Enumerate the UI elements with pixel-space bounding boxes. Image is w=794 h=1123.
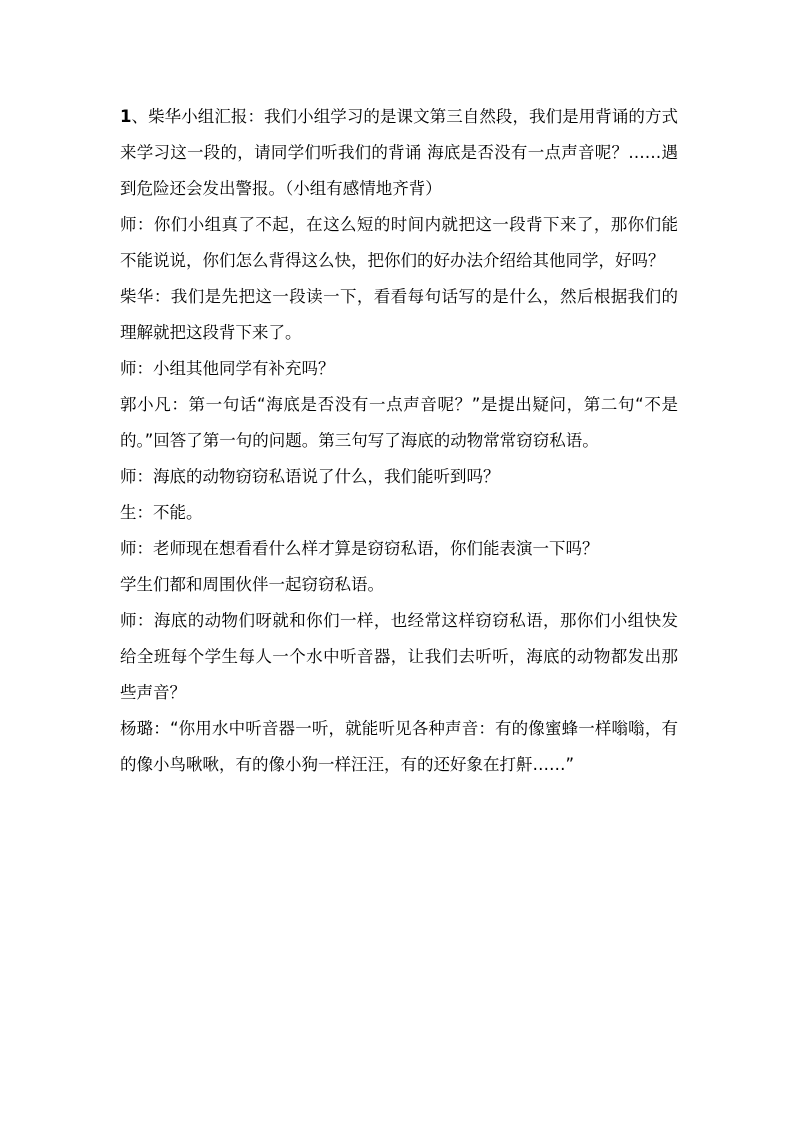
document-body xyxy=(120,99,678,783)
paragraph-11: 杨璐：“你用水中听音器一听，就能听见各种声音：有的像蜜蜂一样嗡嗡，有的像小鸟啾啾，有的像小狗一样汪汪，有的还好象在打鼾……” xyxy=(120,719,678,774)
paragraph-8: 师：老师现在想看看什么样才算是窃窃私语，你们能表演一下吗？ xyxy=(120,539,599,558)
paragraph-1 xyxy=(120,99,678,207)
paragraph-9: 学生们都和周围伙伴一起窃窃私语。 xyxy=(120,575,384,594)
paragraph-4: 师：小组其他同学有补充吗？ xyxy=(120,359,335,378)
paragraph-1-number: 1 xyxy=(120,107,132,126)
paragraph-7: 生：不能。 xyxy=(120,503,203,522)
paragraph-5: 郭小凡：第一句话“海底是否没有一点声音呢？”是提出疑问，第二句“不是的。”回答了第一句的问题。第三句写了海底的动物常常窃窃私语。 xyxy=(120,395,678,450)
paragraph-1-text: 、柴华小组汇报：我们小组学习的是课文第三自然段，我们是用背诵的方式来学习这一段的，请同学们听我们的背诵 海底是否没有一点声音呢？……遇到危险还会发出警报。（小组有感情地齐背） xyxy=(120,107,678,198)
paragraph-2: 师：你们小组真了不起，在这么短的时间内就把这一段背下来了，那你们能不能说说，你们怎么背得这么快，把你们的好办法介绍给其他同学，好吗？ xyxy=(120,215,678,270)
paragraph-6: 师：海底的动物窃窃私语说了什么，我们能听到吗？ xyxy=(120,467,500,486)
paragraph-10: 师：海底的动物们呀就和你们一样，也经常这样窃窃私语，那你们小组快发给全班每个学生每人一个水中听音器，让我们去听听，海底的动物都发出那些声音？ xyxy=(120,611,678,702)
paragraph-3: 柴华：我们是先把这一段读一下，看看每句话写的是什么，然后根据我们的理解就把这段背下来了。 xyxy=(120,287,678,342)
